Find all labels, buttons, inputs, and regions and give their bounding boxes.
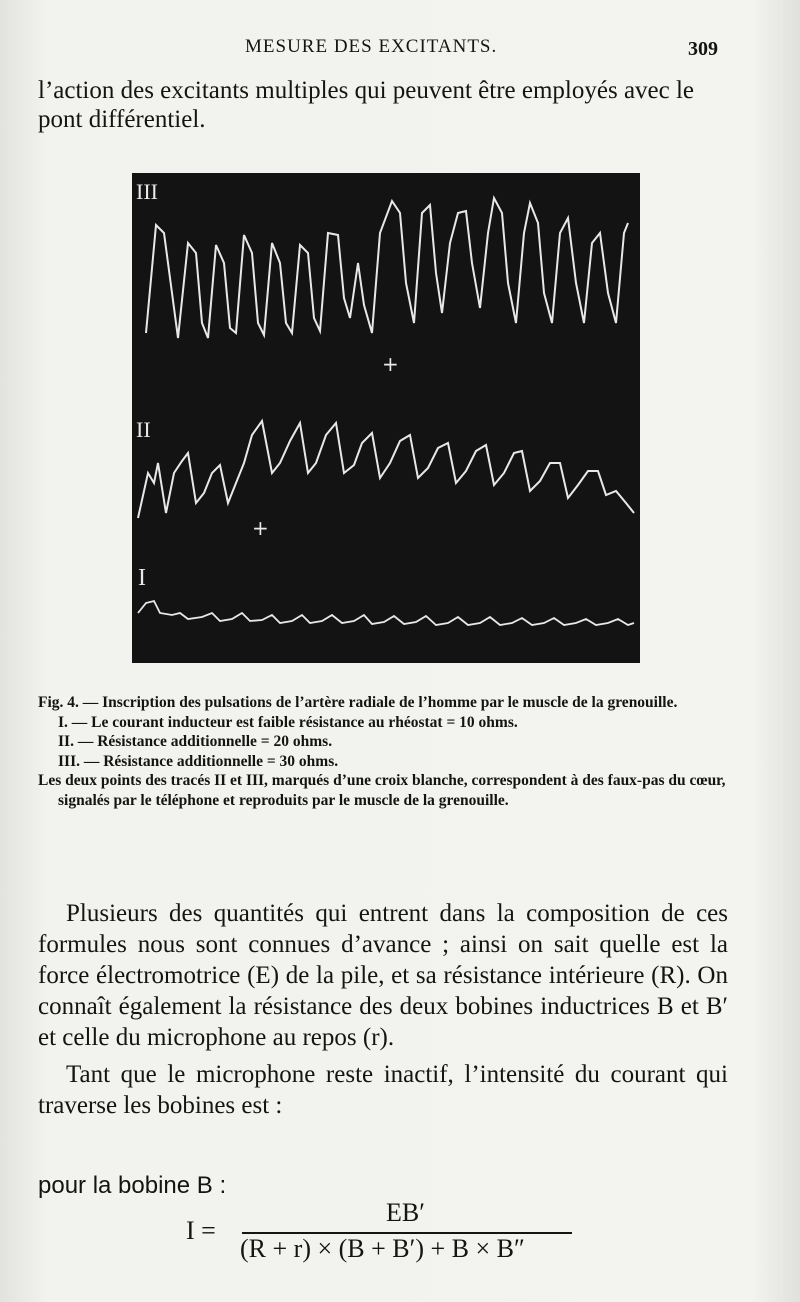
faux-pas-marker-III: + [382, 352, 399, 376]
caption-title: Fig. 4. — Inscription des pulsations de l’artère radiale de l’homme par le muscle de la grenouille. [38, 694, 678, 711]
formula-lhs: I = [186, 1216, 216, 1245]
body-paragraph-1: Plusieurs des quantités qui entrent dans la composition de ces formules nous sont connues d’avance ; ainsi on sait quelle est la force électromotrice (E) de la pile, et sa résistance intérieure (R). On connaît également la résistance des deux bobines inductrices B et B′ et celle du microphone au repos (r). [38, 900, 728, 1051]
formula-numerator: EB′ [386, 1198, 425, 1227]
running-header [0, 34, 800, 64]
trace-II-line [138, 421, 634, 518]
trace-III-line [146, 198, 628, 338]
tracing-plate [132, 173, 640, 663]
intensity-formula [186, 1198, 606, 1268]
running-title: MESURE DES EXCITANTS. [245, 36, 498, 57]
lead-paragraph: l’action des excitants multiples qui peuvent être employés avec le pont différentiel. [38, 77, 695, 133]
trace-label-I: I [138, 565, 146, 591]
coil-b-label: pour la bobine B : [38, 1172, 227, 1199]
formula-denominator: (R + r) × (B + B′) + B × B″ [240, 1234, 525, 1263]
caption-line-II: II. — Résistance additionnelle = 20 ohms. [58, 733, 333, 750]
pulse-tracing-figure [132, 173, 640, 663]
caption-line-III: III. — Résistance additionnelle = 30 ohms. [58, 752, 339, 770]
body-text [38, 898, 728, 1121]
caption-note: Les deux points des tracés II et III, marqués d’une croix blanche, correspondent à des faux-pas du cœur, signalés par le téléphone et reproduits par le muscle de la grenouille. [38, 772, 726, 809]
body-paragraph-2: Tant que le microphone reste inactif, l’intensité du courant qui traverse les bobines est : [38, 1061, 728, 1119]
page-number: 309 [688, 38, 718, 60]
trace-label-III: III [136, 179, 158, 204]
trace-I-line [138, 601, 634, 625]
faux-pas-marker-II: + [252, 516, 269, 540]
trace-label-II: II [136, 417, 151, 442]
caption-line-I: I. — Le courant inducteur est faible résistance au rhéostat = 10 ohms. [58, 713, 518, 731]
figure-caption [38, 693, 728, 810]
